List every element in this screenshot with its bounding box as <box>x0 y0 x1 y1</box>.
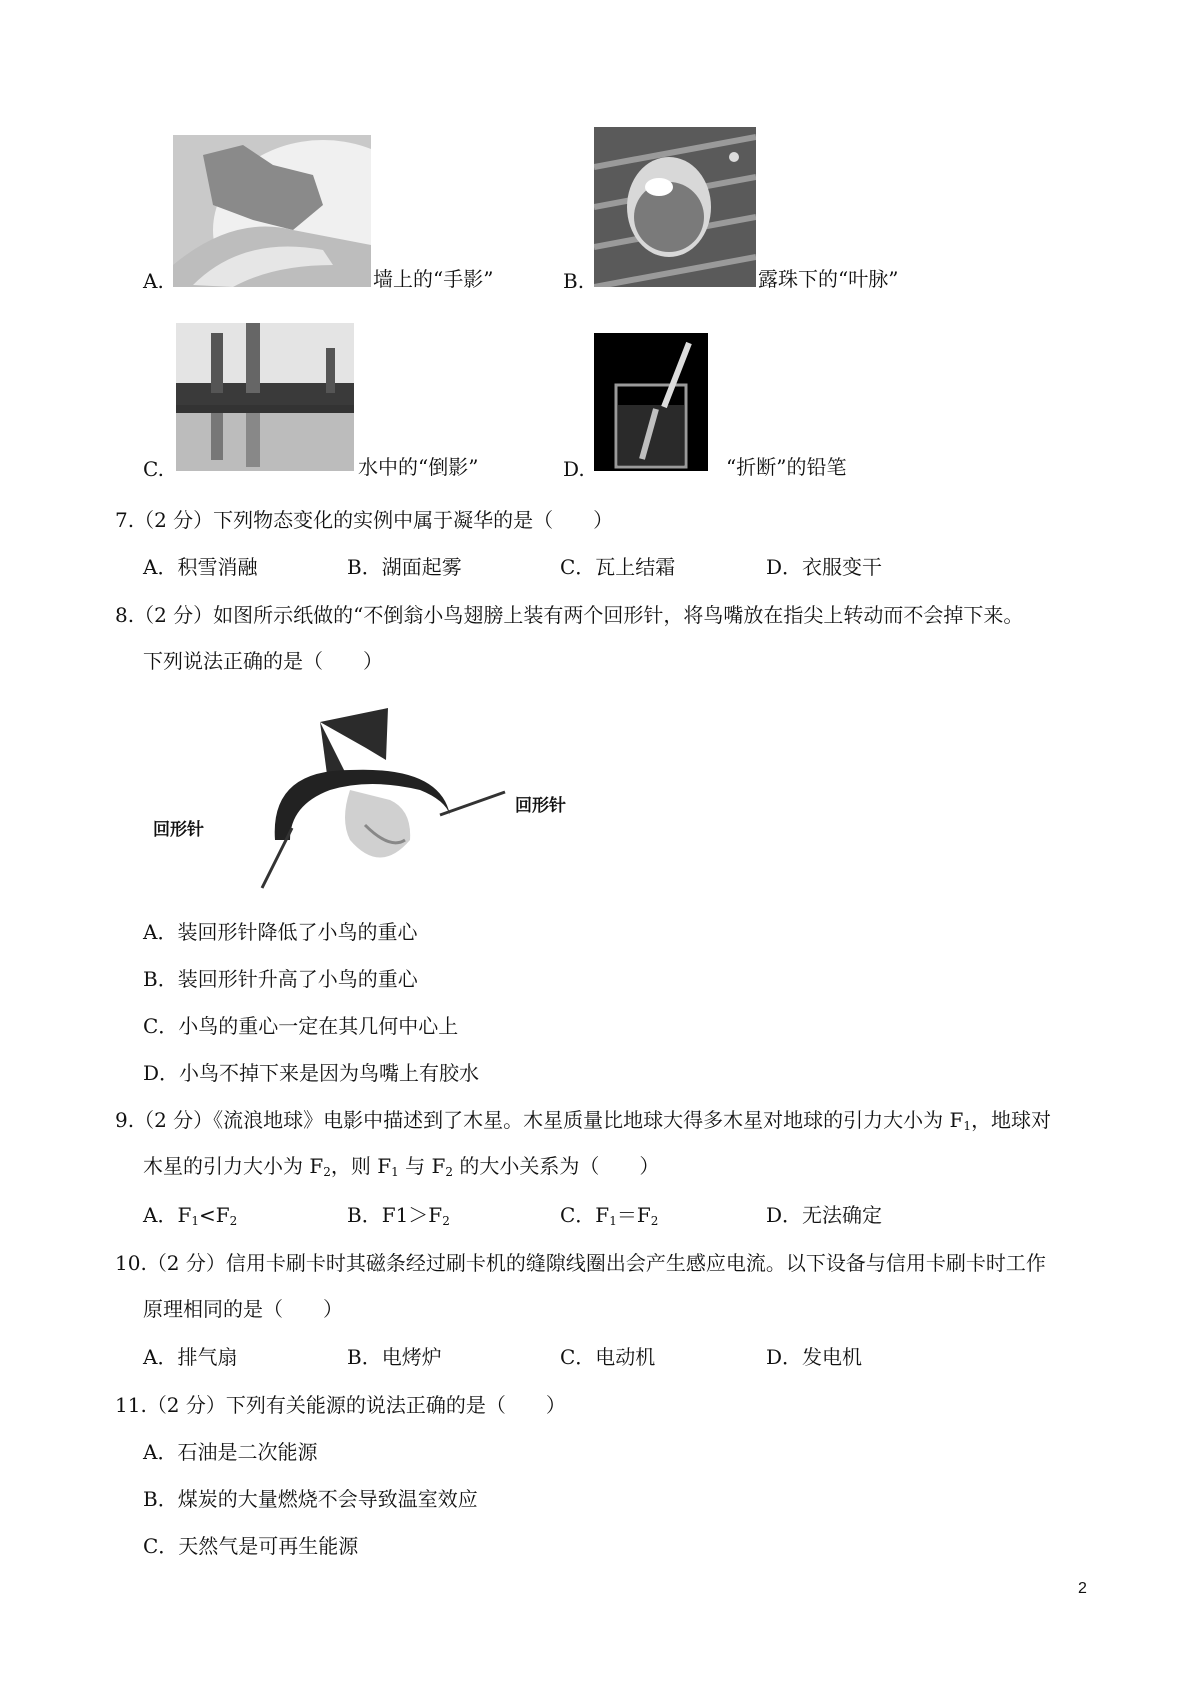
q9-sub-4: 2 <box>445 1165 453 1179</box>
q11-text: （2 分）下列有关能源的说法正确的是（ ） <box>146 1393 566 1417</box>
q6-option-d-caption: “折断”的铅笔 <box>726 455 847 479</box>
q9-option-b-pre: B．F1＞F <box>347 1203 443 1227</box>
q9-text-2c: 与 F <box>398 1154 446 1178</box>
q10-option-c: C．电动机 <box>560 1345 656 1369</box>
q10-option-b: B．电烤炉 <box>347 1345 442 1369</box>
q7-option-a: A．积雪消融 <box>143 555 258 579</box>
q7-option-b: B．湖面起雾 <box>347 555 462 579</box>
pencil-in-water-image <box>594 333 708 471</box>
q10-text-line1: （2 分）信用卡刷卡时其磁条经过刷卡机的缝隙线圈出会产生感应电流。以下设备与信用卡刷卡时工作 <box>146 1251 1046 1275</box>
q10-option-d: D．发电机 <box>766 1345 863 1369</box>
q9-text-1a: （2 分）《流浪地球》电影中描述到了木星。木星质量比地球大得多木星对地球的引力大小为 F <box>134 1108 964 1132</box>
q7-option-c: C．瓦上结霜 <box>560 555 676 579</box>
q8-stem-line1 <box>115 602 1023 628</box>
q9-sub-1: 1 <box>963 1119 972 1133</box>
q8-option-c: C．小鸟的重心一定在其几何中心上 <box>143 1014 459 1038</box>
q9-option-c <box>560 1202 658 1234</box>
q9-option-d: D．无法确定 <box>766 1203 883 1227</box>
q9-option-b-sub2: 2 <box>442 1214 450 1228</box>
q9-option-a-sub2: 2 <box>229 1214 238 1228</box>
q9-sub-3: 1 <box>391 1165 399 1179</box>
q9-option-a-mid: <F <box>198 1203 230 1227</box>
q11-stem <box>115 1392 566 1418</box>
q6-option-c-letter: C. <box>143 457 164 481</box>
q9-option-b <box>347 1202 450 1234</box>
hand-shadow-image <box>173 135 371 287</box>
q9-option-c-pre: C．F <box>560 1203 610 1227</box>
q10-number: 10. <box>115 1251 147 1275</box>
q7-stem <box>115 507 613 533</box>
q6-option-b-caption: 露珠下的“叶脉” <box>758 267 899 291</box>
q6-option-b-letter: B. <box>563 269 585 293</box>
q10-stem-line2: 原理相同的是（ ） <box>143 1297 343 1321</box>
q8-option-b: B．装回形针升高了小鸟的重心 <box>143 967 418 991</box>
q7-option-d: D．衣服变干 <box>766 555 883 579</box>
q11-option-a: A．石油是二次能源 <box>143 1440 318 1464</box>
q8-text-line1: （2 分）如图所示纸做的“不倒翁小鸟翅膀上装有两个回形针，将鸟嘴放在指尖上转动而不会掉下来。 <box>134 603 1024 627</box>
q8-figure-label-left: 回形针 <box>153 820 204 840</box>
q9-option-c-sub2: 2 <box>650 1214 659 1228</box>
q7-number: 7. <box>115 508 135 532</box>
q9-option-a-pre: A．F <box>143 1203 192 1227</box>
q6-option-a-caption: 墙上的“手影” <box>373 267 494 291</box>
pagoda-reflection-image <box>176 323 354 471</box>
q6-option-a-letter: A. <box>143 269 164 293</box>
q10-stem-line1 <box>115 1250 1046 1276</box>
q9-text-2a: 木星的引力大小为 F <box>143 1154 324 1178</box>
q9-stem-line1 <box>115 1107 1051 1139</box>
q8-stem-line2: 下列说法正确的是（ ） <box>143 649 383 673</box>
q8-option-d: D．小鸟不掉下来是因为鸟嘴上有胶水 <box>143 1061 480 1085</box>
q6-option-c-caption: 水中的“倒影” <box>358 455 479 479</box>
q8-number: 8. <box>115 603 135 627</box>
q11-option-c: C．天然气是可再生能源 <box>143 1534 359 1558</box>
page-number: 2 <box>1078 1580 1087 1597</box>
q9-option-c-sub1: 1 <box>609 1214 617 1228</box>
q7-text: （2 分）下列物态变化的实例中属于凝华的是（ ） <box>134 508 614 532</box>
q11-number: 11. <box>115 1393 147 1417</box>
q9-text-2b: ，则 F <box>330 1154 392 1178</box>
q10-option-a: A．排气扇 <box>143 1345 238 1369</box>
q9-sub-2: 2 <box>323 1165 331 1179</box>
q9-text-1b: ，地球对 <box>971 1108 1052 1132</box>
q9-stem-line2 <box>143 1153 659 1185</box>
q9-option-c-mid: ＝F <box>616 1203 651 1227</box>
tumbler-bird-figure <box>150 690 570 890</box>
q9-number: 9. <box>115 1108 135 1132</box>
q9-option-a <box>143 1202 237 1234</box>
q9-text-2d: 的大小关系为（ ） <box>452 1154 660 1178</box>
q8-figure-label-right: 回形针 <box>515 796 566 816</box>
dewdrop-leaf-image <box>594 127 756 287</box>
q8-option-a: A．装回形针降低了小鸟的重心 <box>143 920 418 944</box>
q9-option-a-sub1: 1 <box>191 1214 199 1228</box>
q6-option-d-letter: D. <box>563 457 585 481</box>
q11-option-b: B．煤炭的大量燃烧不会导致温室效应 <box>143 1487 478 1511</box>
